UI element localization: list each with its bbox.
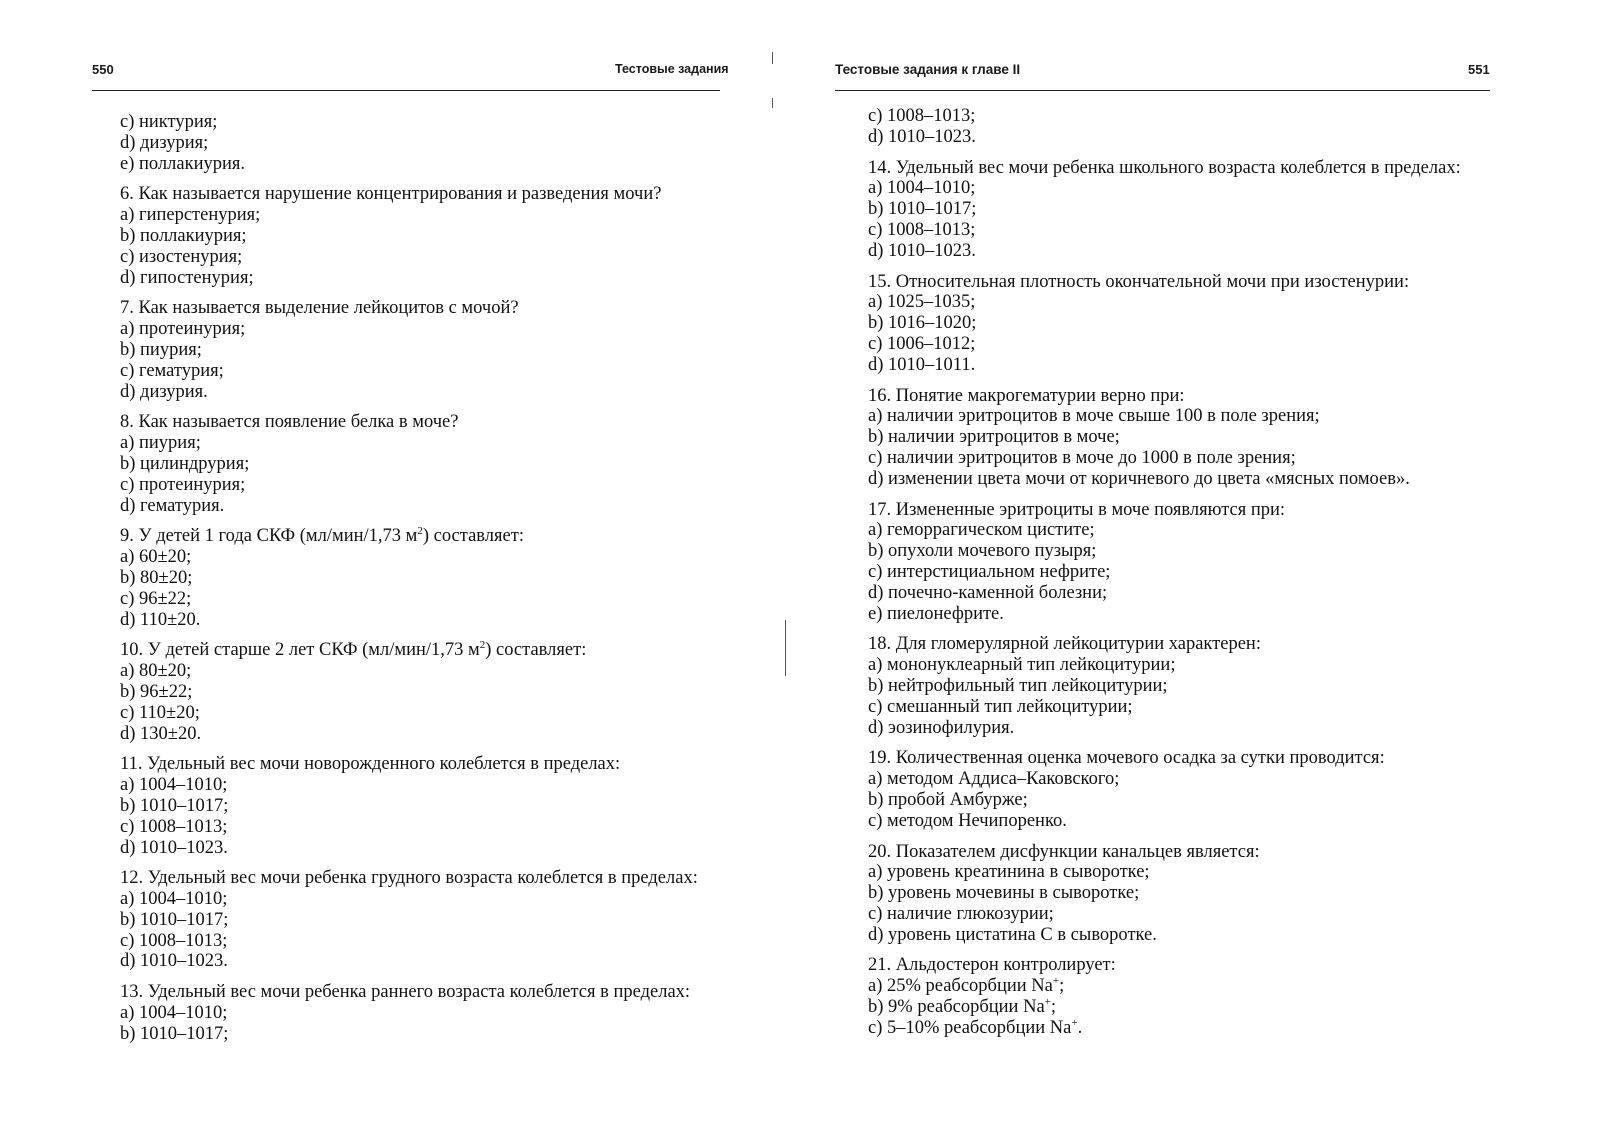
left-content xyxy=(120,112,760,1055)
question-10 xyxy=(120,640,760,744)
option: c) протеинурия; xyxy=(120,474,246,495)
superscript: + xyxy=(1044,996,1051,1009)
option: d) изменении цвета мочи от коричневого до цвета «мясных помоев». xyxy=(868,468,1410,489)
option: c) 1008–1013; xyxy=(120,816,228,837)
gutter-mark xyxy=(772,98,773,108)
continued-options-right xyxy=(868,106,1498,148)
option: a) 1025–1035; xyxy=(868,292,976,313)
option: b) уровень мочевины в сыворотке; xyxy=(868,883,1140,904)
question-8 xyxy=(120,412,760,516)
option: c) никтурия; xyxy=(120,112,218,132)
question-stem: 17. Измененные эритроциты в моче появляются при: xyxy=(868,499,1286,520)
option: b) 1010–1017; xyxy=(868,199,977,220)
option-text: c) 5–10% реабсорбции Na xyxy=(868,1017,1072,1038)
option-text: b) 9% реабсорбции Na xyxy=(868,997,1045,1018)
option: d) 1010–1023. xyxy=(120,951,228,972)
option: d) 1010–1023. xyxy=(868,240,976,261)
option: a) 1004–1010; xyxy=(120,775,228,796)
question-stem: 14. Удельный вес мочи ребенка школьного возраста колеблется в пределах: xyxy=(868,157,1461,178)
question-6 xyxy=(120,184,760,288)
option: a) 80±20; xyxy=(120,661,192,682)
right-header-rule xyxy=(835,90,1490,91)
option: d) 130±20. xyxy=(120,723,202,744)
option: a) 60±20; xyxy=(120,547,192,568)
option-text: . xyxy=(1077,1017,1083,1038)
question-stem: 19. Количественная оценка мочевого осадка за сутки проводится: xyxy=(868,748,1385,769)
option: b) 80±20; xyxy=(120,567,193,588)
stem-text: ) составляет: xyxy=(422,526,524,547)
superscript: 2 xyxy=(417,525,423,538)
question-21 xyxy=(868,955,1498,1038)
option xyxy=(868,1018,1498,1039)
option: d) почечно-каменной болезни; xyxy=(868,582,1108,603)
option: c) 1008–1013; xyxy=(868,219,976,240)
option: c) 96±22; xyxy=(120,588,192,609)
option: d) 110±20. xyxy=(120,609,201,630)
option: a) 1004–1010; xyxy=(868,178,976,199)
option xyxy=(868,997,1498,1018)
question-17 xyxy=(868,500,1498,625)
option: a) геморрагическом цистите; xyxy=(868,520,1095,541)
stem-text: ) составляет: xyxy=(485,640,587,661)
option: b) нейтрофильный тип лейкоцитурии; xyxy=(868,675,1168,696)
option: c) изостенурия; xyxy=(120,246,243,267)
option: d) гематурия. xyxy=(120,495,225,516)
question-stem: 7. Как называется выделение лейкоцитов с мочой? xyxy=(120,298,519,319)
question-16 xyxy=(868,386,1498,490)
option: d) дизурия. xyxy=(120,381,208,402)
question-18 xyxy=(868,634,1498,738)
option: a) наличии эритроцитов в моче свыше 100 в поле зрения; xyxy=(868,406,1320,427)
question-stem: 11. Удельный вес мочи новорожденного колеблется в пределах: xyxy=(120,754,621,775)
option: e) поллакиурия. xyxy=(120,153,246,174)
question-stem: 21. Альдостерон контролирует: xyxy=(868,955,1116,976)
option: b) наличии эритроцитов в моче; xyxy=(868,427,1120,448)
option: d) дизурия; xyxy=(120,132,209,153)
stem-text: 9. У детей 1 года СКФ (мл/мин/1,73 м xyxy=(120,526,418,547)
question-19 xyxy=(868,748,1498,831)
option: a) пиурия; xyxy=(120,433,201,454)
option: b) поллакиурия; xyxy=(120,225,247,246)
question-11 xyxy=(120,754,760,858)
option: e) пиелонефрите. xyxy=(868,603,1004,624)
left-page xyxy=(0,0,790,1144)
right-page xyxy=(800,0,1600,1144)
right-running-head: Тестовые задания к главе II xyxy=(835,62,1021,77)
option: c) методом Нечипоренко. xyxy=(868,810,1067,831)
question-stem: 16. Понятие макрогематурии верно при: xyxy=(868,385,1185,406)
option: b) 96±22; xyxy=(120,681,193,702)
option xyxy=(868,976,1498,997)
option: d) 1010–1011. xyxy=(868,354,976,375)
option: b) пробой Амбурже; xyxy=(868,789,1028,810)
question-stem: 12. Удельный вес мочи ребенка грудного возраста колеблется в пределах: xyxy=(120,868,698,889)
question-stem: 13. Удельный вес мочи ребенка раннего возраста колеблется в пределах: xyxy=(120,982,691,1003)
option: c) 110±20; xyxy=(120,702,200,723)
option: c) гематурия; xyxy=(120,360,224,381)
superscript: 2 xyxy=(479,639,486,652)
option: b) 1010–1017; xyxy=(120,909,229,930)
option: d) уровень цистатина С в сыворотке. xyxy=(868,924,1157,945)
question-20 xyxy=(868,842,1498,946)
superscript: + xyxy=(1071,1016,1078,1029)
option-text: ; xyxy=(1059,976,1065,997)
option: a) 1004–1010; xyxy=(120,889,228,910)
question-14 xyxy=(868,158,1498,262)
question-stem: 15. Относительная плотность окончательной мочи при изостенурии: xyxy=(868,271,1410,292)
left-header-rule xyxy=(92,90,720,91)
question-stem: 18. Для гломерулярной лейкоцитурии характерен: xyxy=(868,634,1261,655)
option: b) 1010–1017; xyxy=(120,795,229,816)
option: a) уровень креатинина в сыворотке; xyxy=(868,862,1150,883)
question-stem xyxy=(120,640,760,661)
option: b) опухоли мочевого пузыря; xyxy=(868,541,1097,562)
question-12 xyxy=(120,868,760,972)
stem-text: 10. У детей старше 2 лет СКФ (мл/мин/1,73 м xyxy=(120,640,480,661)
gutter-mark xyxy=(772,52,773,64)
question-stem: 8. Как называется появление белка в моче? xyxy=(120,412,459,433)
option: a) гиперстенурия; xyxy=(120,205,261,226)
option: c) 1008–1013; xyxy=(120,930,228,951)
option: c) наличие глюкозурии; xyxy=(868,903,1054,924)
option: a) мононуклеарный тип лейкоцитурии; xyxy=(868,655,1176,676)
option: c) 1006–1012; xyxy=(868,333,976,354)
option-text: a) 25% реабсорбции Na xyxy=(868,976,1053,997)
option: a) протеинурия; xyxy=(120,319,246,340)
superscript: + xyxy=(1052,975,1060,988)
option: b) пиурия; xyxy=(120,339,202,360)
option: a) 1004–1010; xyxy=(120,1003,228,1024)
left-page-number: 550 xyxy=(92,62,114,77)
option: c) наличии эритроцитов в моче до 1000 в поле зрения; xyxy=(868,447,1296,468)
gutter-mark xyxy=(785,620,786,676)
option: d) эозинофилурия. xyxy=(868,717,1015,738)
option: c) интерстициальном нефрите; xyxy=(868,561,1111,582)
question-13 xyxy=(120,982,760,1044)
continued-options-left xyxy=(120,112,760,174)
question-15 xyxy=(868,272,1498,376)
option: c) смешанный тип лейкоцитурии; xyxy=(868,696,1133,717)
option-text: ; xyxy=(1050,997,1057,1018)
option: a) методом Аддиса–Каковского; xyxy=(868,769,1120,790)
option: b) 1010–1017; xyxy=(120,1023,229,1044)
option: b) 1016–1020; xyxy=(868,313,977,334)
question-9 xyxy=(120,526,760,630)
right-content xyxy=(868,106,1498,1049)
option: d) 1010–1023. xyxy=(120,837,228,858)
option: d) гипостенурия; xyxy=(120,267,254,288)
question-stem xyxy=(120,526,760,547)
option: b) цилиндрурия; xyxy=(120,453,250,474)
question-stem: 6. Как называется нарушение концентрирования и разведения мочи? xyxy=(120,184,662,205)
option: c) 1008–1013; xyxy=(868,106,976,126)
question-7 xyxy=(120,298,760,402)
right-page-number: 551 xyxy=(1468,62,1490,77)
question-stem: 20. Показателем дисфункции канальцев является: xyxy=(868,841,1260,862)
option: d) 1010–1023. xyxy=(868,126,976,147)
left-running-head: Тестовые задания xyxy=(615,62,729,76)
